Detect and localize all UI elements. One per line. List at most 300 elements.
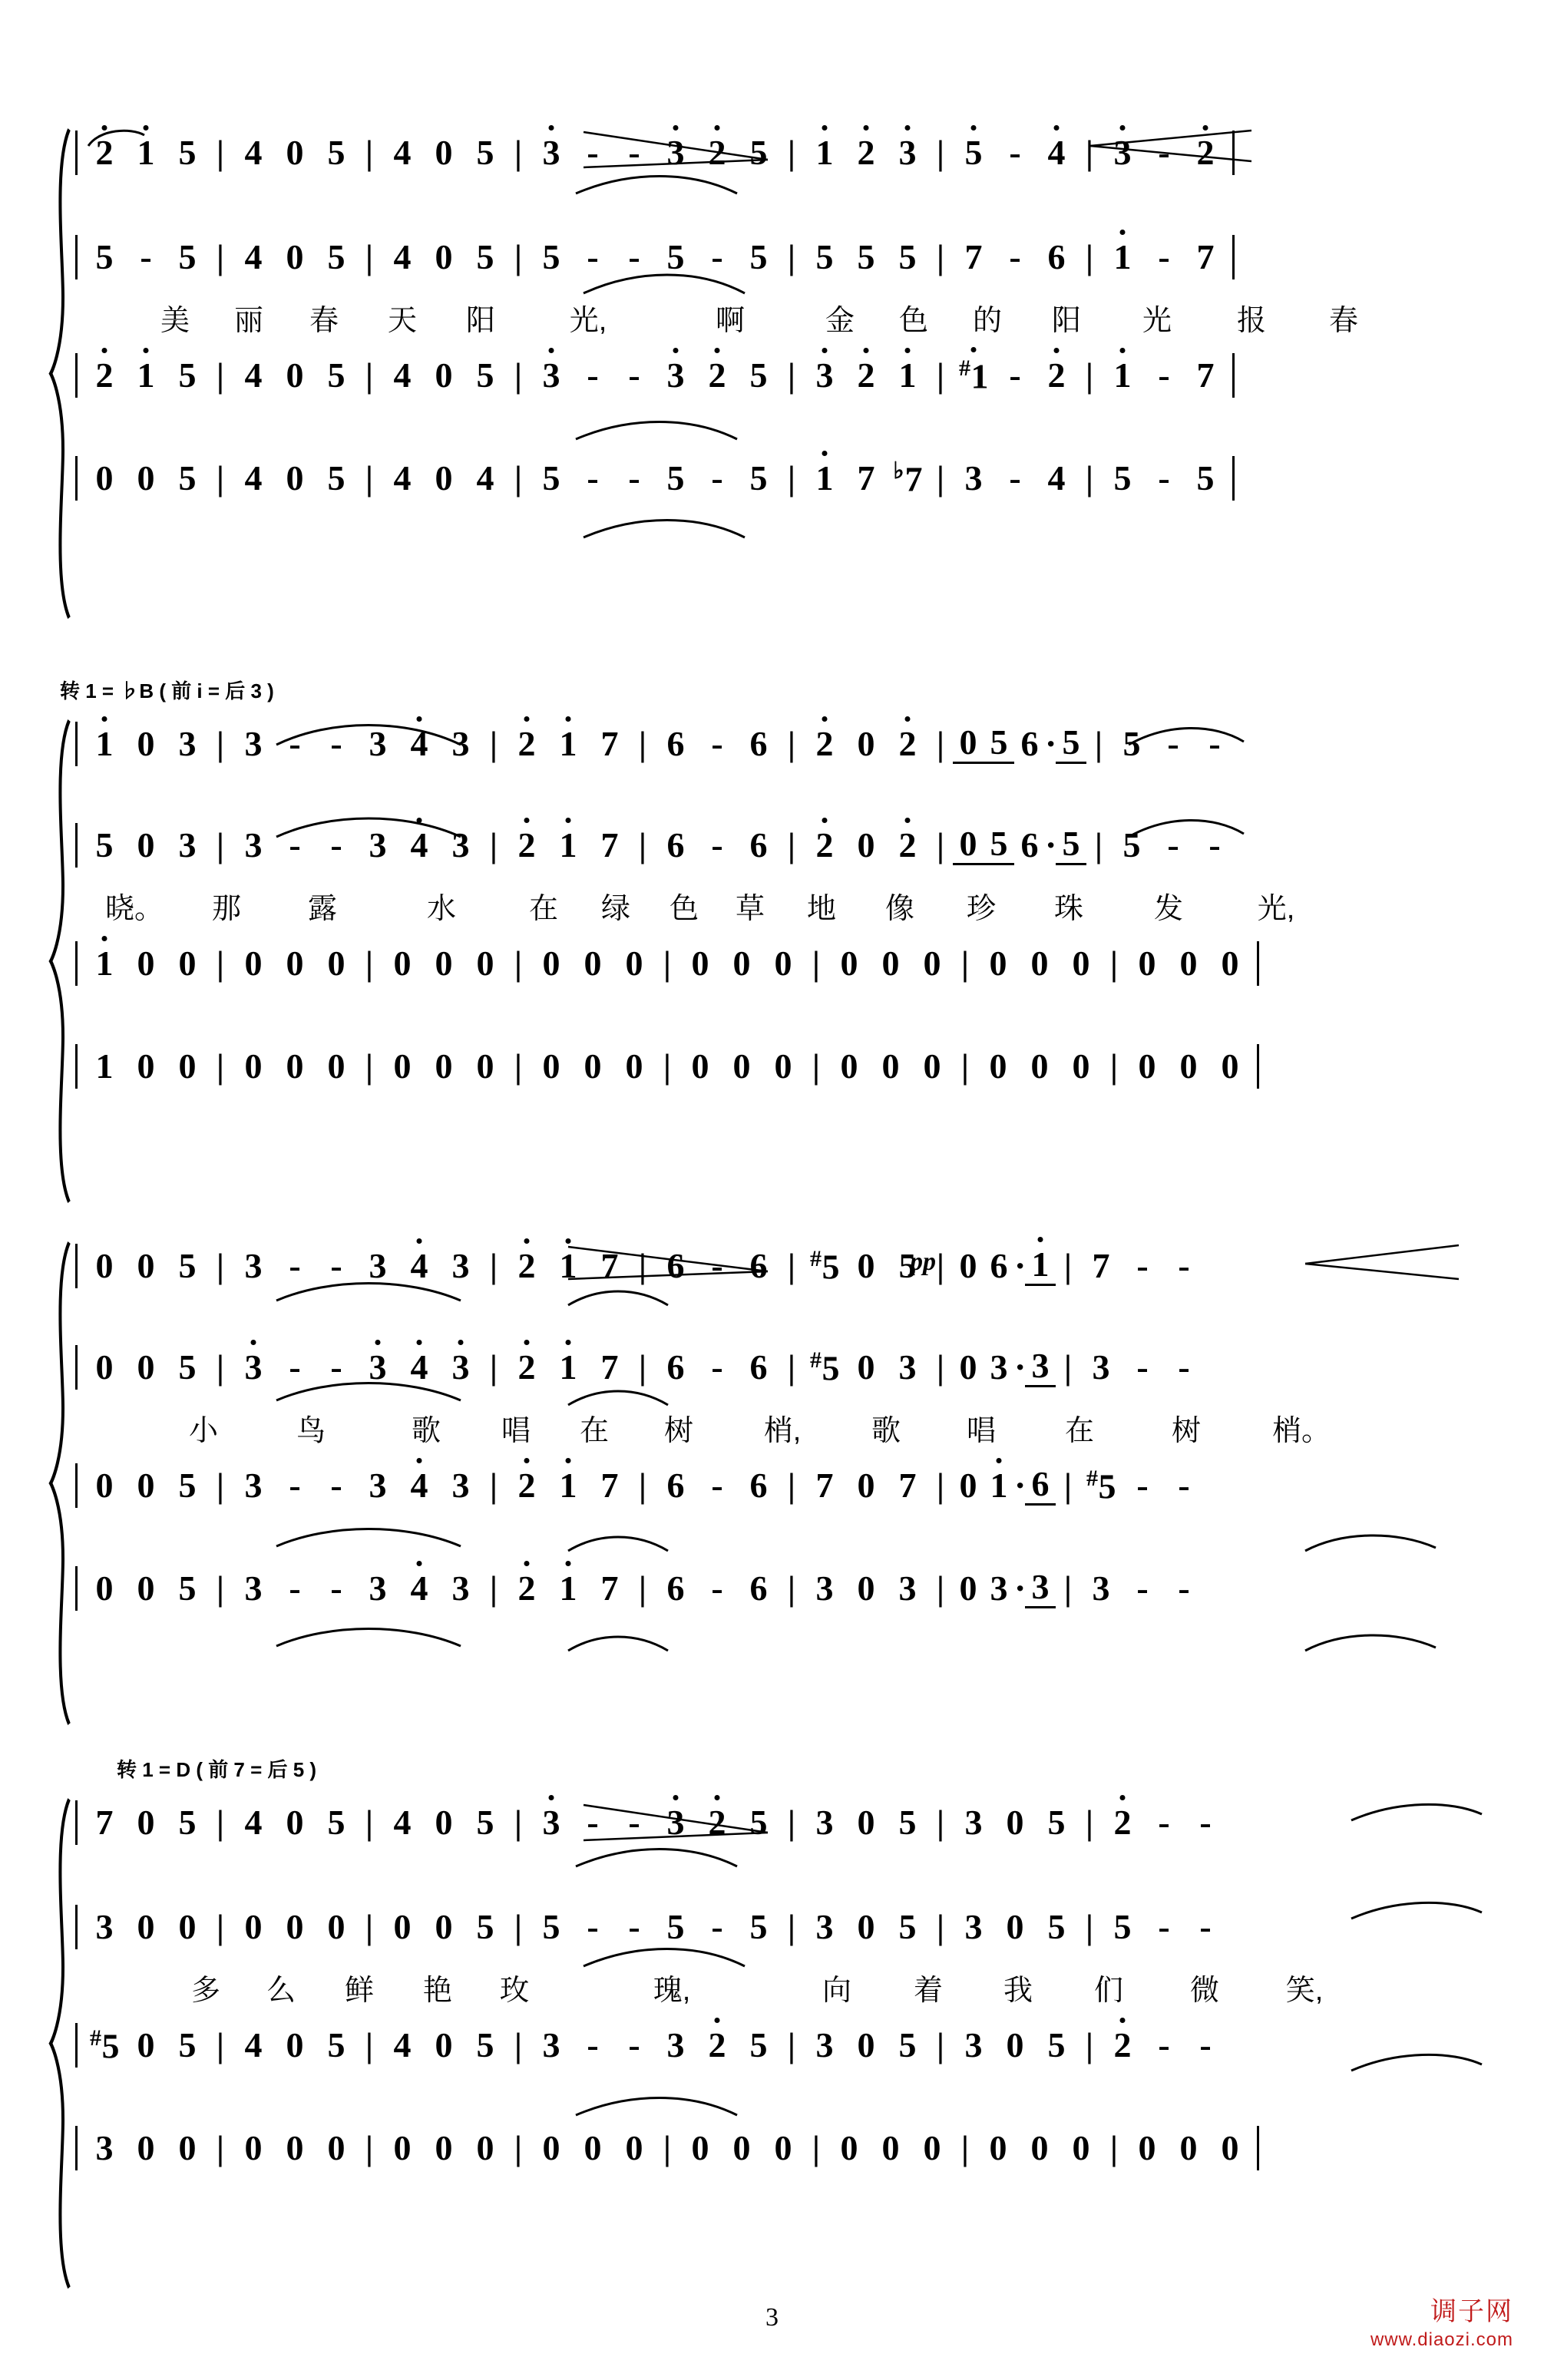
note-dash: - [289,724,301,763]
note: 0 [286,1803,304,1842]
note-cells [69,448,1241,508]
note: 7 [600,825,619,864]
note: 5 [95,237,114,276]
note: 0 [137,2128,155,2167]
note: 0 [774,2128,792,2167]
note: 2 [506,1248,547,1284]
barline [75,1244,78,1288]
note: 0 [393,1907,412,1946]
note: 5 [1122,825,1141,864]
barline: | [365,2025,374,2064]
note: 2 [696,1805,738,1840]
note: 6 [1020,825,1039,864]
lyric-syllable: 微 [1189,1974,1219,2007]
barline: | [960,1046,970,1086]
note: 3 [531,1805,572,1840]
lyric-syllable: 色 [898,304,928,337]
lyric-syllable: 在 [579,1414,609,1447]
note: 3 [369,1246,387,1285]
note: 0 [476,2128,494,2167]
note: 5 [749,237,768,276]
note: 3 [655,1805,696,1840]
system-3 [46,1236,1505,1618]
note: 0 [881,944,900,983]
note: 3 [531,358,572,393]
barline: | [936,133,945,172]
note-dash: - [628,237,640,276]
note: 4 [476,458,494,497]
barline: | [1085,355,1094,395]
note: 0 [1179,944,1198,983]
note: 4 [398,1350,440,1385]
lyric-syllable: 小 [188,1414,218,1447]
note: 2 [887,726,928,762]
barline [75,941,78,986]
flat-icon: ♭ [893,458,904,484]
note: 0 [625,2128,643,2167]
note: 0 [959,1347,977,1387]
staff-row [46,1897,1505,1957]
note: 2 [845,358,887,393]
note: 4 [393,1803,412,1842]
note: 5 [542,237,560,276]
note-dash: - [1178,1568,1190,1608]
staff-row [46,1236,1505,1296]
note: 1 [547,1468,589,1503]
note: 0 [732,1046,751,1086]
note: 0 [923,944,941,983]
barline: | [514,1046,523,1086]
note-dash: - [1158,133,1170,172]
barline: | [936,1246,945,1285]
note-dash: - [711,1568,723,1608]
barline [75,456,78,501]
staff-row [46,1036,1505,1096]
note: 3 [1025,1348,1056,1387]
note-dash: - [628,1907,640,1946]
note: 0 [1221,1046,1239,1086]
barline: | [1085,2025,1094,2064]
note-dash: - [1009,355,1021,395]
note: 0 [625,944,643,983]
note: 3 [804,358,845,393]
key-change-label-2: 转 1 = D ( 前 7 = 后 5 ) [117,1758,317,1781]
note: 5 [898,1803,917,1842]
note: 3 [815,1568,834,1608]
lyric-row [46,1963,1505,2011]
barline: | [787,724,796,763]
note: 1 [804,135,845,170]
note: 0 [953,725,984,764]
barline: | [787,1466,796,1505]
note: 3 [1092,1347,1110,1387]
note: 0 [137,724,155,763]
staff-row [46,123,1505,183]
augmentation-dot: · [1014,1347,1027,1387]
lyric-syllable: 玫 [499,1974,529,2007]
barline: | [216,2025,225,2064]
note: 4 [393,133,412,172]
note: 3 [244,825,263,864]
note: 4 [393,2025,412,2064]
note-dash: - [587,133,599,172]
barline: | [663,2128,672,2167]
note: 3 [451,1246,470,1285]
note: 0 [137,1907,155,1946]
note: 5 [1122,724,1141,763]
note: 0 [584,944,602,983]
sharp-icon: # [90,2025,101,2051]
barline [1232,456,1235,501]
note-accidental: #5 [810,1245,840,1287]
barline [75,2023,78,2068]
note: 0 [989,2128,1007,2167]
key-change-label-1: 转 1 = ♭B ( 前 i = 后 3 ) [60,679,274,702]
note: 0 [286,2025,304,2064]
note-dash: - [711,458,723,497]
barline: | [638,825,647,864]
note: 0 [178,1046,197,1086]
note: 5 [898,1246,917,1285]
barline [1257,1044,1259,1089]
lyric-syllable: 晓。 [104,892,164,925]
note: 4 [244,355,263,395]
augmentation-dot: · [1045,825,1057,864]
note: 5 [476,133,494,172]
note: 5 [749,2025,768,2064]
note-dash: - [330,1347,342,1387]
note: 5 [1113,458,1132,497]
lyric-row [46,1403,1505,1451]
note: 3 [369,825,387,864]
barline: | [216,458,225,497]
note: 3 [369,724,387,763]
note-dash: - [1178,1347,1190,1387]
barline: | [514,133,523,172]
note: 5 [327,458,345,497]
barline: | [514,355,523,395]
note: 3 [964,2025,983,2064]
note-dash: - [1199,1907,1212,1946]
barline: | [638,1347,647,1387]
lyric-cells [138,293,1390,341]
barline: | [365,355,374,395]
note: 3 [357,1350,398,1385]
note: 1 [984,1468,1014,1503]
note: 0 [691,1046,709,1086]
note-dash: - [587,1907,599,1946]
lyric-syllable: 绿 [600,892,630,925]
note: 0 [1030,1046,1049,1086]
note: 3 [964,1803,983,1842]
note: 3 [244,1568,263,1608]
sharp-icon: # [810,1245,822,1271]
barline: | [216,1246,225,1285]
note: 0 [857,1803,875,1842]
note-cells [69,1897,1226,1957]
note: 0 [989,1046,1007,1086]
note: 3 [178,825,197,864]
lyric-syllable: 啊 [715,304,745,337]
barline: | [787,1907,796,1946]
note: 4 [244,2025,263,2064]
note-accidental: #5 [1086,1465,1116,1506]
barline: | [216,724,225,763]
note: 0 [1030,944,1049,983]
note: 0 [286,355,304,395]
lyric-syllable: 珍 [966,892,996,925]
note: 2 [696,135,738,170]
note: 2 [696,2028,738,2063]
note-dash: - [1167,825,1179,864]
note-cells [69,1456,1205,1516]
barline: | [489,1568,498,1608]
note-cells [69,1559,1205,1618]
note: 0 [774,1046,792,1086]
note: 0 [857,1568,875,1608]
lyric-syllable: 水 [426,892,456,925]
note: 0 [857,724,875,763]
note: 5 [1056,725,1086,764]
barline [1257,941,1259,986]
note: 0 [393,2128,412,2167]
note: 3 [369,1568,387,1608]
barline: | [365,2128,374,2167]
note: 4 [244,237,263,276]
note: 0 [1138,2128,1156,2167]
note: 0 [178,1907,197,1946]
note: 3 [1102,135,1143,170]
note-dash: - [1158,458,1170,497]
note: 0 [732,2128,751,2167]
note: 0 [953,826,984,865]
note-dash: - [289,1246,301,1285]
note: 0 [95,1568,114,1608]
note: 7 [600,1246,619,1285]
note: 3 [95,2128,114,2167]
note: 3 [964,1907,983,1946]
sharp-icon: # [1086,1465,1098,1491]
note: 7 [815,1466,834,1505]
barline [75,2126,78,2170]
dynamic-marking-pp: pp [910,1248,936,1276]
watermark [1206,2296,1513,2352]
note: 4 [393,458,412,497]
note: 4 [1036,135,1077,170]
note: 1 [95,1046,114,1086]
barline: | [216,355,225,395]
lyric-syllable: 唱 [966,1414,996,1447]
note: 0 [959,1466,977,1505]
note: 2 [506,1468,547,1503]
note-dash: - [711,1907,723,1946]
barline: | [1063,1568,1073,1608]
note: 1 [804,461,845,496]
note: 1 [547,828,589,863]
note-dash: - [289,825,301,864]
staff-row [46,2015,1505,2075]
note: 5 [898,237,917,276]
note: 0 [857,1466,875,1505]
note-dash: - [1009,458,1021,497]
note-cells [69,815,1235,875]
note: 4 [398,726,440,762]
note: 0 [1072,1046,1090,1086]
barline: | [489,1246,498,1285]
note-dash: - [1136,1246,1149,1285]
note-dash: - [330,724,342,763]
barline [75,1044,78,1089]
note: 4 [393,237,412,276]
augmentation-dot: · [1014,1246,1027,1285]
note: 3 [666,2025,685,2064]
lyric-syllable: 艳 [422,1974,452,2007]
staff-row [46,448,1505,508]
lyric-syllable: 的 [972,304,1002,337]
note: 0 [137,1568,155,1608]
barline: | [489,1466,498,1505]
barline: | [812,944,821,983]
note-dash: - [587,2025,599,2064]
note-accidental: ♭7 [893,458,923,499]
note-dash: - [1009,133,1021,172]
note: 0 [393,1046,412,1086]
staff-row [46,345,1505,405]
lyric-syllable: 露 [307,892,337,925]
note: 0 [95,1347,114,1387]
note: 5 [666,1907,685,1946]
barline: | [216,2128,225,2167]
barline: | [638,1246,647,1285]
note: 2 [845,135,887,170]
note: 0 [923,2128,941,2167]
barline [1232,131,1235,175]
note: 3 [898,1347,917,1387]
note: 5 [749,355,768,395]
barline: | [514,944,523,983]
note-dash: - [289,1347,301,1387]
note: 0 [542,1046,560,1086]
note: 5 [178,1466,197,1505]
note: 3 [244,724,263,763]
barline: | [489,1347,498,1387]
note: 0 [959,1246,977,1285]
note: 5 [1047,2025,1066,2064]
barline: | [216,1803,225,1842]
note: 0 [1072,944,1090,983]
barline: | [365,1046,374,1086]
note-dash: - [1009,237,1021,276]
note: 1 [1102,358,1143,393]
barline: | [960,2128,970,2167]
lyric-syllable: 多 [190,1974,220,2007]
note: 2 [506,1350,547,1385]
note: 5 [749,458,768,497]
barline: | [638,724,647,763]
note-cells [69,2118,1265,2178]
note: 5 [984,725,1014,764]
note: 0 [923,1046,941,1086]
note-cells [69,934,1265,993]
lyric-syllable: 梢。 [1271,1414,1331,1447]
barline: | [787,355,796,395]
lyric-syllable: 那 [211,892,241,925]
note: 6 [666,1347,685,1387]
note: 7 [1196,355,1215,395]
note: 0 [857,2025,875,2064]
note: 7 [1196,237,1215,276]
barline: | [1063,1466,1073,1505]
note: 0 [95,1466,114,1505]
note: 0 [137,1466,155,1505]
note: 0 [244,944,263,983]
note: 0 [857,1907,875,1946]
note-dash: - [1136,1466,1149,1505]
note: 0 [435,458,453,497]
note-dash: - [1136,1568,1149,1608]
note: 0 [476,1046,494,1086]
note: 0 [95,1246,114,1285]
barline: | [1109,1046,1119,1086]
note: 1 [1025,1247,1056,1286]
note: 0 [625,1046,643,1086]
note: 3 [95,1907,114,1946]
barline: | [216,1046,225,1086]
note: 0 [774,944,792,983]
note: 0 [857,1246,875,1285]
barline: | [638,1466,647,1505]
note: 6 [749,1466,768,1505]
note: 3 [369,1466,387,1505]
note: 0 [435,944,453,983]
note: 3 [244,1466,263,1505]
note: 5 [1056,826,1086,865]
note-dash: - [1199,2025,1212,2064]
note: 5 [476,2025,494,2064]
staff-row [46,934,1505,993]
note-dash: - [289,1568,301,1608]
note: 1 [887,358,928,393]
note: 3 [887,135,928,170]
barline: | [936,1466,945,1505]
note: 5 [476,1907,494,1946]
note-cells [69,227,1241,287]
note: 0 [244,1046,263,1086]
note: 0 [95,458,114,497]
note: 3 [990,1568,1008,1608]
system-2 [46,714,1505,1096]
note: 6 [749,1246,768,1285]
augmentation-dot: · [1014,1466,1027,1505]
note: 4 [1047,458,1066,497]
lyric-syllable: 金 [825,304,855,337]
note: 0 [137,1803,155,1842]
note: 5 [476,355,494,395]
barline: | [812,2128,821,2167]
lyric-syllable: 春 [309,304,339,337]
note: 5 [327,355,345,395]
note: 1 [125,135,167,170]
note: 3 [440,1350,481,1385]
lyric-syllable: 光, [1257,892,1295,925]
note: 4 [244,1803,263,1842]
lyric-row [46,881,1505,929]
barline: | [365,237,374,276]
note: 2 [84,135,125,170]
barline: | [216,944,225,983]
note: 5 [857,237,875,276]
watermark-site-url: www.diaozi.com [1370,2329,1513,2350]
